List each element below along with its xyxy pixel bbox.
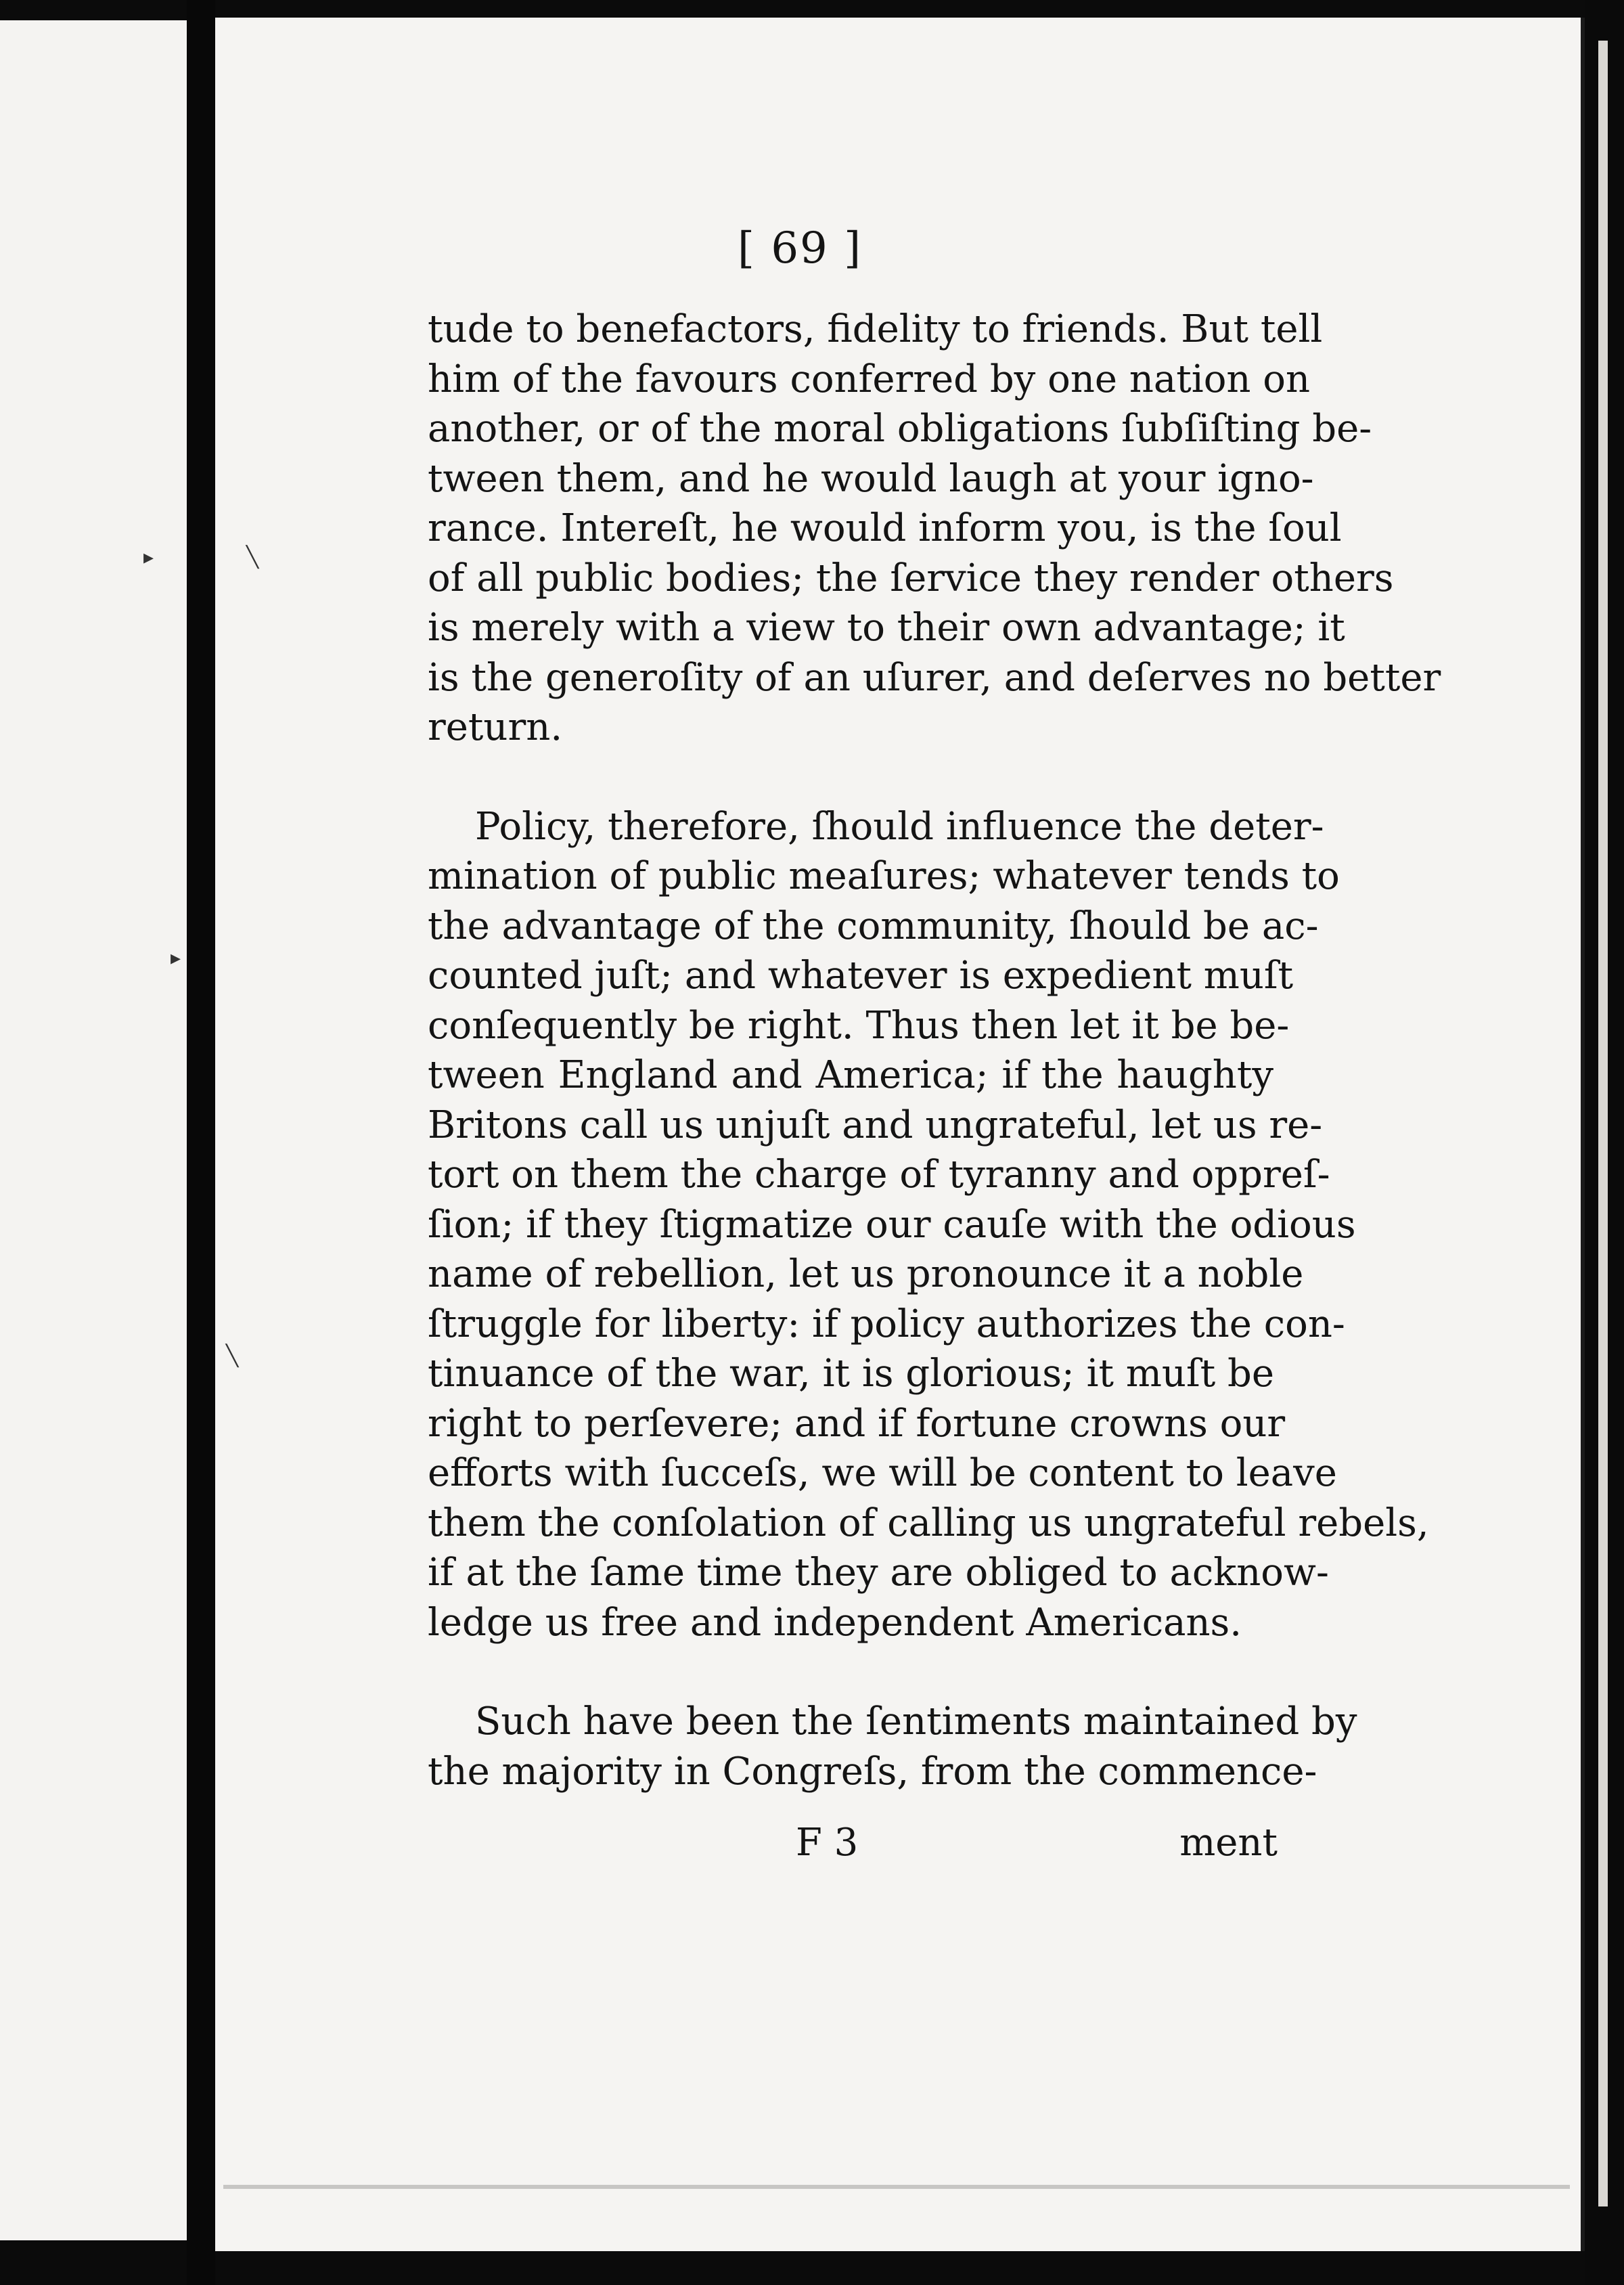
page-number: [ 69 ] (738, 223, 863, 273)
book-gutter (187, 0, 215, 2285)
text-line: mination of public meaſures; whatever tends to (428, 854, 1340, 898)
body-text (428, 305, 1441, 1796)
text-line: the advantage of the community, ſhould be ac- (428, 904, 1319, 948)
text-line: is the generoſity of an uſurer, and deſerves no better (428, 655, 1441, 700)
margin-mark: ╲ (246, 546, 259, 569)
margin-mark: ▸ (143, 546, 154, 569)
page-edge-strip (1598, 41, 1608, 2206)
text-line: Britons call us unjuſt and ungrateful, let us re- (428, 1103, 1323, 1147)
text-line: if at the ſame time they are obliged to acknow- (428, 1551, 1329, 1595)
text-line: the majority in Congreſs, from the commence- (428, 1749, 1317, 1794)
paragraph-gap (428, 753, 1273, 802)
text-line: them the conſolation of calling us ungrateful rebels, (428, 1501, 1429, 1545)
text-line: ſtruggle for liberty: if policy authorizes the con- (428, 1302, 1345, 1346)
text-line: tude to benefactors, fidelity to friends. But tell (428, 307, 1323, 351)
text-line: ſion; if they ſtigmatize our cauſe with the odious (428, 1202, 1356, 1247)
text-line: another, or of the moral obligations ſubſiſting be- (428, 407, 1372, 451)
catchword: ment (1179, 1821, 1278, 1865)
text-line: tween them, and he would laugh at your igno- (428, 456, 1314, 501)
text-line: Such have been the ſentiments maintained by (475, 1700, 1357, 1744)
margin-mark: ▸ (171, 946, 181, 970)
text-line: tween England and America; if the haughty (428, 1053, 1273, 1097)
text-line: counted juſt; and whatever is expedient muſt (428, 954, 1294, 998)
text-line: right to perſevere; and if fortune crowns our (428, 1401, 1286, 1446)
text-line: Policy, therefore, ſhould influence the deter- (475, 804, 1324, 849)
paragraph-2 (428, 802, 1429, 1648)
facing-page-left (0, 20, 187, 2240)
text-line: is merely with a view to their own advantage; it (428, 606, 1345, 650)
paragraph-3 (428, 1697, 1357, 1796)
signature-mark: F 3 (796, 1821, 859, 1865)
text-line: tort on them the charge of tyranny and oppreſ- (428, 1153, 1330, 1197)
page-bottom-edge (223, 2185, 1570, 2189)
margin-mark: ╲ (226, 1344, 239, 1368)
text-line: rance. Intereſt, he would inform you, is the ſoul (428, 506, 1342, 550)
text-line: conſequently be right. Thus then let it be be- (428, 1003, 1290, 1048)
text-line: of all public bodies; the ſervice they render others (428, 556, 1394, 600)
text-line: tinuance of the war, it is glorious; it muſt be (428, 1352, 1275, 1396)
paragraph-gap (428, 1647, 1273, 1697)
footer-line (428, 1821, 1278, 1875)
text-line: ledge us free and independent Americans. (428, 1600, 1242, 1645)
text-line: him of the favours conferred by one nation on (428, 357, 1311, 401)
paragraph-1 (428, 305, 1441, 753)
text-line: return. (428, 705, 563, 749)
text-line: efforts with ſucceſs, we will be content to leave (428, 1451, 1337, 1495)
text-line: name of rebellion, let us pronounce it a noble (428, 1252, 1304, 1296)
